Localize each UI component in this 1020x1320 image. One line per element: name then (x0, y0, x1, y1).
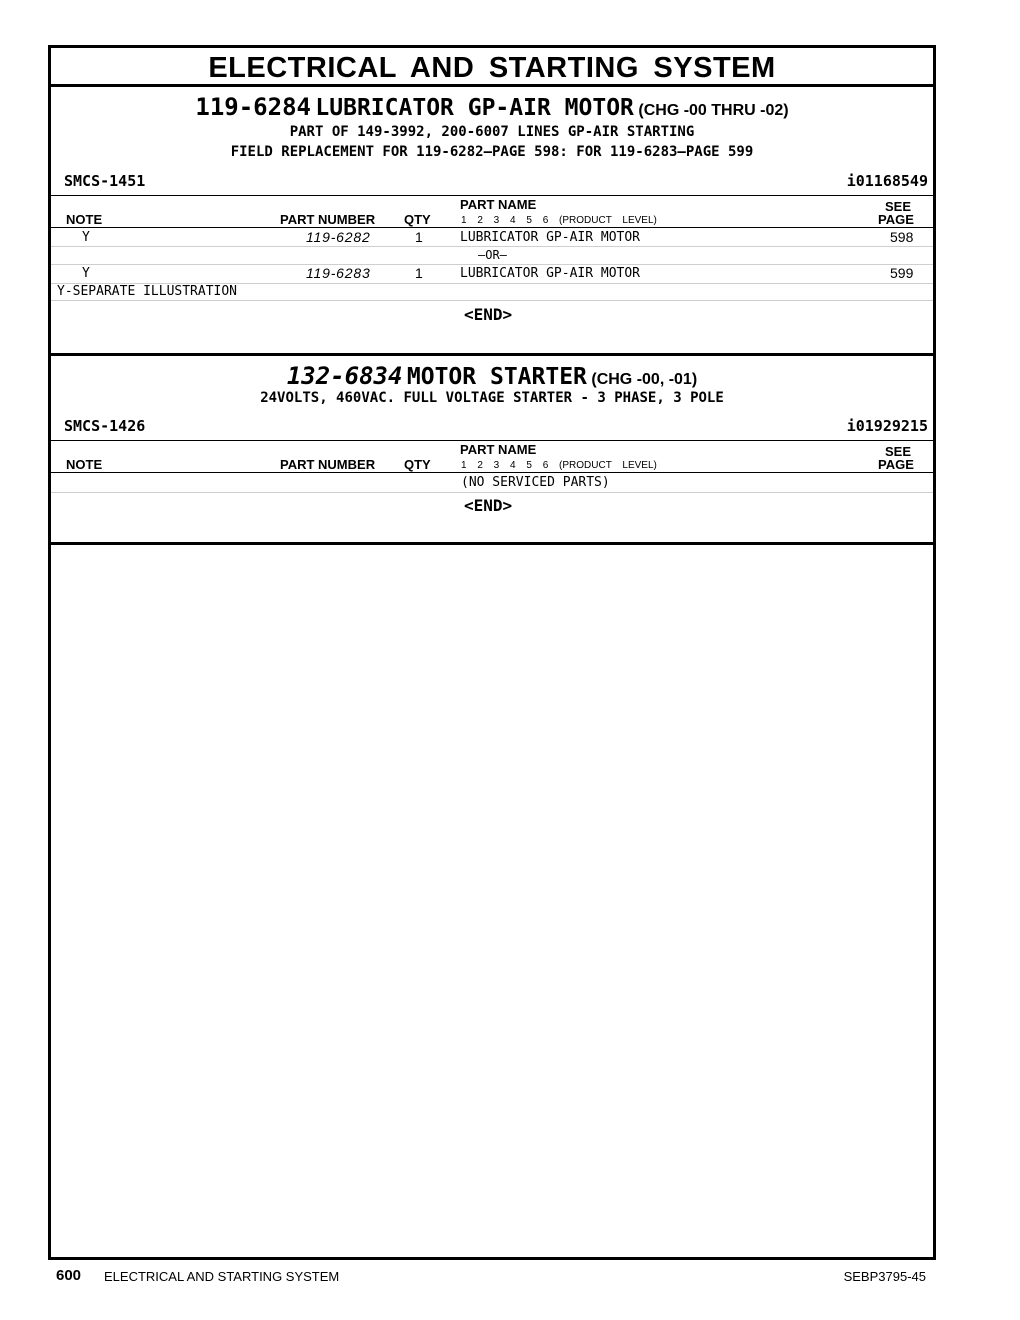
change-level: (CHG -00 THRU -02) (638, 102, 789, 119)
smcs-code: SMCS-1426 (64, 417, 146, 435)
subtitle-line-1: PART OF 149-3992, 200-6007 LINES GP-AIR STARTING (289, 124, 695, 140)
row-2-see-page: 599 (890, 265, 914, 281)
col-page: PAGE (878, 212, 914, 227)
row-2-part-name: LUBRICATOR GP-AIR MOTOR (460, 266, 641, 281)
col-see: SEE (885, 444, 912, 459)
section-lubricator (51, 87, 933, 356)
col-qty: QTY (404, 457, 431, 472)
section-title (51, 362, 933, 390)
row-1-part-name: LUBRICATOR GP-AIR MOTOR (460, 230, 641, 245)
divider (51, 472, 933, 473)
col-note: NOTE (66, 457, 103, 472)
group-name: MOTOR STARTER (406, 364, 587, 390)
page-title: ELECTRICAL AND STARTING SYSTEM (51, 48, 933, 87)
row-divider (51, 300, 933, 301)
row-divider (51, 264, 933, 265)
subtitle-line-2: FIELD REPLACEMENT FOR 119-6282—PAGE 598: FOR 119-6283—PAGE 599 (230, 144, 754, 160)
end-marker: <END> (464, 305, 513, 324)
row-2-qty: 1 (415, 265, 423, 281)
footer-title: ELECTRICAL AND STARTING SYSTEM (104, 1269, 340, 1284)
row-divider (51, 246, 933, 247)
col-qty: QTY (404, 212, 431, 227)
row-1-part-number: 119-6282 (306, 229, 371, 245)
col-product-levels: 1 2 3 4 5 6 (PRODUCT LEVEL) (461, 460, 657, 471)
row-2-note: Y (82, 266, 90, 281)
row-divider (51, 492, 933, 493)
illustration-id: i01929215 (846, 417, 928, 435)
subtitle-line-1: 24VOLTS, 460VAC. FULL VOLTAGE STARTER - 3 PHASE, 3 POLE (260, 390, 724, 406)
end-marker: <END> (464, 496, 513, 515)
section-title (51, 93, 933, 121)
row-1-note: Y (82, 230, 90, 245)
divider (51, 227, 933, 228)
col-part-number: PART NUMBER (280, 457, 376, 472)
col-part-name: PART NAME (460, 197, 537, 212)
group-number: 119-6284 (195, 93, 311, 121)
col-see: SEE (885, 199, 912, 214)
col-product-levels: 1 2 3 4 5 6 (PRODUCT LEVEL) (461, 215, 657, 226)
row-1-see-page: 598 (890, 229, 914, 245)
footnote: Y-SEPARATE ILLUSTRATION (57, 284, 238, 299)
footer-page-number: 600 (56, 1267, 82, 1284)
illustration-id: i01168549 (846, 172, 928, 190)
divider (51, 195, 933, 196)
smcs-code: SMCS-1451 (64, 172, 146, 190)
or-separator: —OR— (478, 248, 507, 262)
col-part-name: PART NAME (460, 442, 537, 457)
page-frame (48, 45, 936, 1260)
no-serviced-parts: (NO SERVICED PARTS) (461, 475, 610, 490)
footer-doc-number: SEBP3795-45 (843, 1269, 926, 1284)
group-name: LUBRICATOR GP-AIR MOTOR (315, 95, 634, 121)
divider (51, 440, 933, 441)
change-level: (CHG -00, -01) (591, 371, 698, 388)
row-1-qty: 1 (415, 229, 423, 245)
section-motor-starter (51, 356, 933, 545)
row-2-part-number: 119-6283 (306, 265, 371, 281)
col-note: NOTE (66, 212, 103, 227)
col-part-number: PART NUMBER (280, 212, 376, 227)
col-page: PAGE (878, 457, 914, 472)
group-number: 132-6834 (286, 362, 403, 390)
